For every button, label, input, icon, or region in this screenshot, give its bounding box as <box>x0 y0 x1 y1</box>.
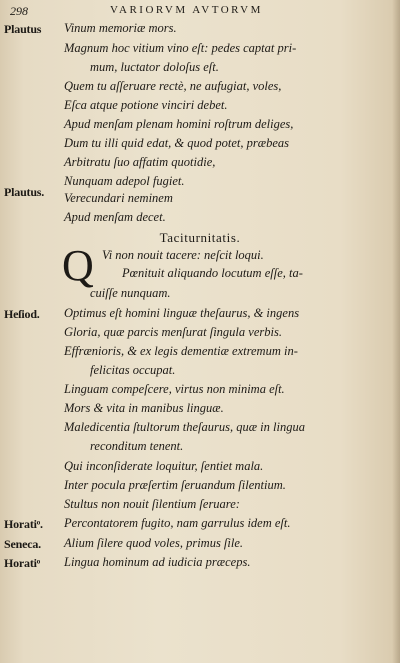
page-number: 298 <box>10 4 28 18</box>
line-text: Stultus non nouit ſilentium ſeruare: <box>64 497 240 511</box>
text-line <box>0 555 400 575</box>
line-text: felicitas occupat. <box>90 363 176 377</box>
text-line <box>0 382 400 402</box>
line-text: Effrænioris, & ex legis dementiæ extremum in- <box>64 344 298 358</box>
page-edge-shadow <box>392 0 400 663</box>
line-text: Pœnituit aliquando locutum eſſe, ta- <box>122 266 303 280</box>
line-text: Percontatorem fugito, nam garrulus idem eſt. <box>64 516 291 530</box>
text-line <box>0 286 400 306</box>
text-line <box>0 79 400 99</box>
line-text: mum, luctator doloſus eſt. <box>90 60 219 74</box>
margin-author: Horatiᵒ. <box>4 517 43 531</box>
section-title: Taciturnitatis. <box>159 230 241 245</box>
text-line <box>0 363 400 383</box>
line-text: Eſca atque potione vinciri debet. <box>64 98 228 112</box>
line-text: Arbitratu ſuo affatim quotidie, <box>64 155 216 169</box>
line-text: Linguam compeſcere, virtus non minima eſt. <box>64 382 285 396</box>
text-line <box>0 344 400 364</box>
line-text: Lingua hominum ad iudicia præceps. <box>64 555 251 569</box>
drop-cap: Q <box>62 241 94 290</box>
text-line <box>0 21 400 41</box>
text-line <box>0 536 400 556</box>
text-line <box>0 516 400 536</box>
margin-author: Plautus. <box>4 185 45 199</box>
line-text: reconditum tenent. <box>90 439 184 453</box>
text-line <box>0 41 400 61</box>
line-text: Magnum hoc vitium vino eſt: pedes captat pri- <box>64 41 297 55</box>
text-line <box>0 60 400 80</box>
text-line <box>0 439 400 459</box>
line-text: Optimus eſt homini linguæ theſaurus, & ingens <box>64 306 300 320</box>
text-line <box>0 98 400 118</box>
text-line <box>0 210 400 230</box>
text-line <box>0 266 400 286</box>
line-text: Inter pocula præſertim ſeruandum ſilentium. <box>64 478 286 492</box>
line-text: cuiſſe nunquam. <box>90 286 171 300</box>
line-text: Verecundari neminem <box>64 191 173 205</box>
running-header <box>0 4 400 18</box>
text-line <box>0 185 400 211</box>
text-line <box>0 497 400 517</box>
line-text: Quem tu aſſeruare rectè, ne aufugiat, voles, <box>64 79 282 93</box>
line-text: Vi non nouit tacere: neſcit loqui. <box>102 248 264 262</box>
text-line <box>0 478 400 498</box>
line-text: Dum tu illi quid edat, & quod potet, præbeas <box>64 136 289 150</box>
text-line <box>0 325 400 345</box>
line-text: Gloria, quæ parcis menſurat ſingula verbis. <box>64 325 282 339</box>
margin-author: Horatiᵒ <box>4 556 41 570</box>
running-title: VARIORVM AVTORVM <box>110 4 263 16</box>
margin-author: Plautus <box>4 22 42 36</box>
line-text: Apud menſam plenam homini roſtrum deliges, <box>64 117 294 131</box>
margin-author: Seneca. <box>4 537 41 551</box>
text-line <box>0 306 400 326</box>
text-line <box>0 117 400 137</box>
text-line <box>0 136 400 156</box>
line-text: Mors & vita in manibus linguæ. <box>64 401 224 415</box>
text-line <box>0 420 400 440</box>
text-line <box>0 248 400 268</box>
line-text: Alium ſilere quod voles, primus ſile. <box>64 536 244 550</box>
text-line <box>0 401 400 421</box>
text-line <box>0 459 400 479</box>
line-text: Nunquam adepol fugiet. <box>64 174 185 188</box>
line-text: Qui inconſiderate loquitur, ſentiet mala. <box>64 459 264 473</box>
text-line <box>0 155 400 175</box>
line-text: Vinum memoriæ mors. <box>64 21 177 35</box>
margin-author: Heſiod. <box>4 307 40 321</box>
line-text: Apud menſam decet. <box>64 210 166 224</box>
line-text: Maledicentia ſtultorum theſaurus, quæ in lingua <box>64 420 305 434</box>
